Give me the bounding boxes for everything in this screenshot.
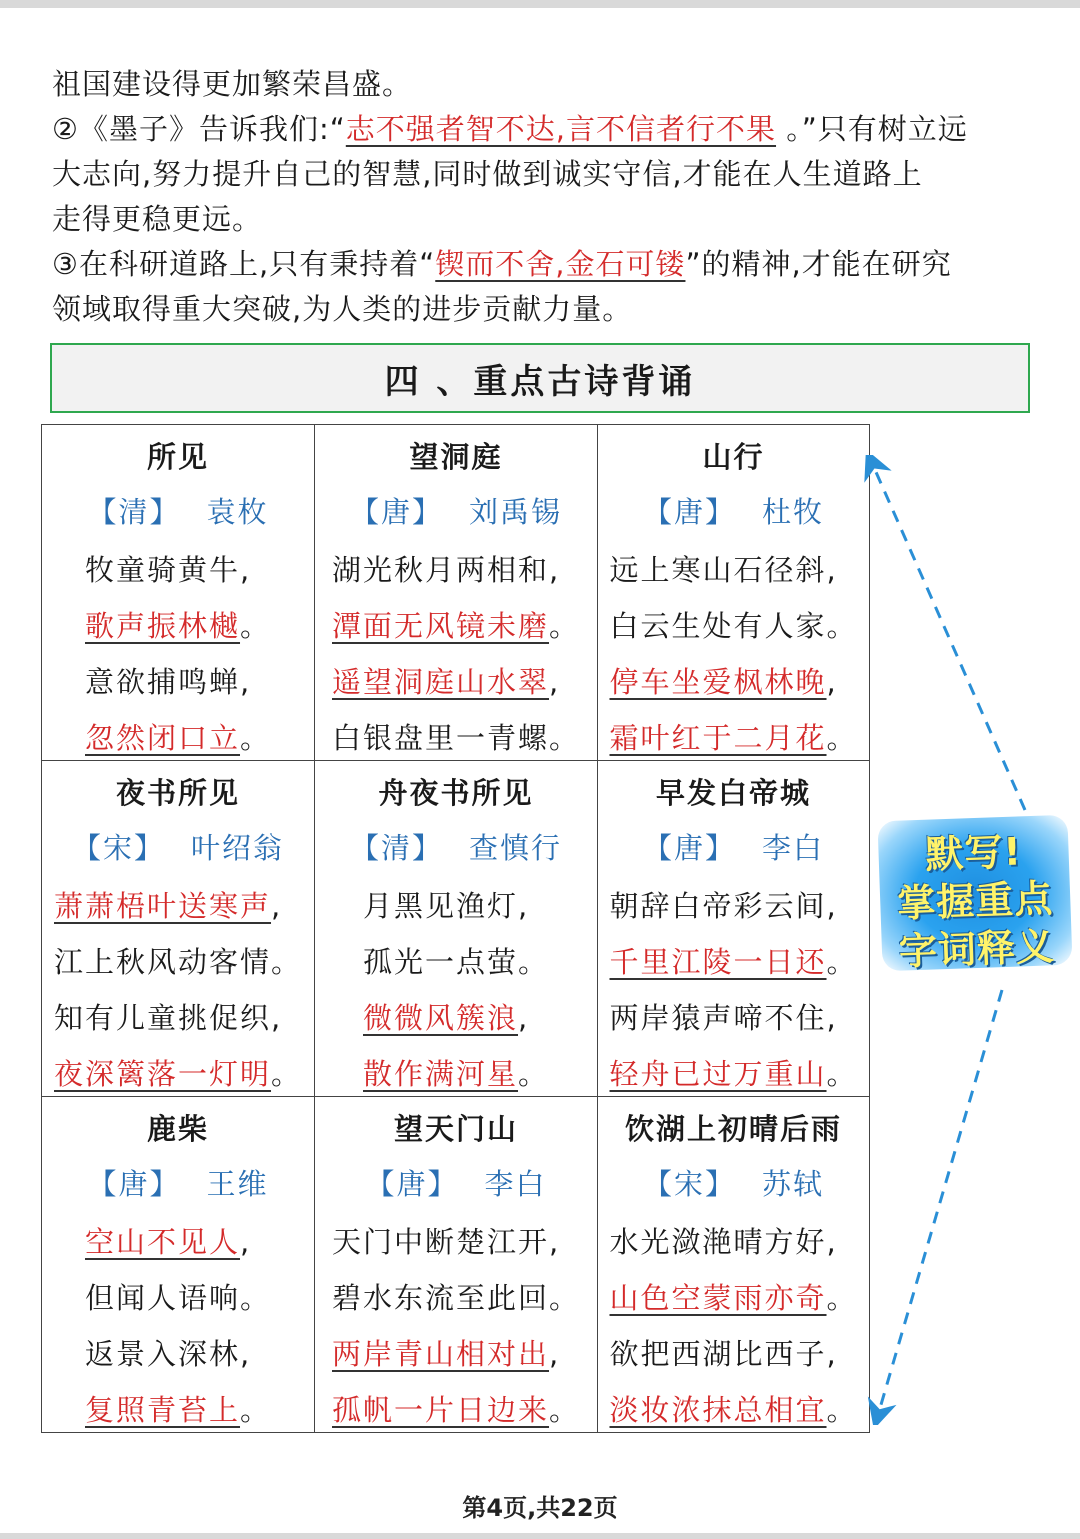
poem-line <box>85 1276 271 1317</box>
poem-line <box>610 1220 858 1261</box>
bottom-edge <box>0 1533 1080 1539</box>
poem-cell <box>598 761 870 1097</box>
poem-author-name: 查慎行 <box>469 831 563 865</box>
answer-text: 锲而不舍,金石可镂 <box>435 247 686 281</box>
poem-punctuation: 。 <box>826 945 858 979</box>
poem-line <box>54 940 302 981</box>
poem-punctuation: 。 <box>240 721 272 755</box>
poem-line-text: 牧童骑黄牛 <box>85 553 241 587</box>
poem-punctuation: 。 <box>240 1281 272 1315</box>
poem-line <box>332 660 580 701</box>
poem-line <box>332 1220 580 1261</box>
poem-author <box>315 1162 597 1203</box>
poem-row <box>42 1097 870 1433</box>
poem-line <box>332 1276 580 1317</box>
paragraph-line <box>52 287 1042 332</box>
poem-line <box>85 1388 271 1429</box>
poem-line-text: 欲把西湖比西子 <box>609 1337 827 1371</box>
poem-punctuation: , <box>271 1001 283 1035</box>
poem-line <box>610 996 858 1037</box>
poem-line <box>85 1220 271 1261</box>
poem-punctuation: , <box>240 1337 252 1371</box>
poem-line <box>332 604 580 645</box>
poem-line-text: 夜深篱落一灯明 <box>54 1057 272 1091</box>
poem-title: 夜书所见 <box>115 776 240 810</box>
poem-author-name: 袁枚 <box>206 495 269 529</box>
poem-line-text: 千里江陵一日还 <box>609 945 827 979</box>
poem-line <box>610 940 858 981</box>
poem-punctuation: , <box>271 889 283 923</box>
poem-line <box>363 940 549 981</box>
poem-author <box>598 826 869 867</box>
poem-line-text: 空山不见人 <box>85 1225 241 1259</box>
poem-line <box>85 1332 271 1373</box>
poem-line-text: 孤光一点萤 <box>363 945 519 979</box>
poem-punctuation: , <box>240 553 252 587</box>
poem-punctuation: 。 <box>240 1393 272 1427</box>
poem-punctuation: , <box>826 889 838 923</box>
poem-punctuation: , <box>518 889 530 923</box>
poem-line-text: 返景入深林 <box>85 1337 241 1371</box>
poem-line <box>610 1388 858 1429</box>
poem-punctuation: , <box>549 665 561 699</box>
poem-line <box>363 1052 549 1093</box>
poem-author-name: 杜牧 <box>762 495 825 529</box>
poem-author <box>42 1162 314 1203</box>
poem-punctuation: , <box>826 553 838 587</box>
poem-line-text: 知有儿童挑促织 <box>54 1001 272 1035</box>
poem-cell <box>42 761 315 1097</box>
poem-author <box>315 826 597 867</box>
poem-cell <box>598 1097 870 1433</box>
poem-punctuation: 。 <box>549 1393 581 1427</box>
poem-line-text: 萧萧梧叶送寒声 <box>54 889 272 923</box>
poem-author <box>598 490 869 531</box>
paragraph-text: 领域取得重大突破,为人类的进步贡献力量。 <box>52 292 633 326</box>
poem-title: 早发白帝城 <box>655 776 811 810</box>
poem-punctuation: , <box>549 553 561 587</box>
poem-punctuation: , <box>240 1225 252 1259</box>
poem-line-text: 轻舟已过万重山 <box>609 1057 827 1091</box>
poem-era: 【唐】 <box>349 495 443 529</box>
poem-line <box>610 1052 858 1093</box>
poem-line <box>610 716 858 757</box>
poem-line-text: 白银盘里一青螺 <box>332 721 550 755</box>
poem-punctuation: 。 <box>826 1281 858 1315</box>
poem-era: 【清】 <box>349 831 443 865</box>
poem-author-name: 苏轼 <box>762 1167 825 1201</box>
poem-line-text: 孤帆一片日边来 <box>332 1393 550 1427</box>
paragraph-text: 大志向,努力提升自己的智慧,同时做到诚实守信,才能在人生道路上 <box>52 157 923 191</box>
poem-author <box>315 490 597 531</box>
poem-line <box>85 548 271 589</box>
poem-line <box>85 660 271 701</box>
poem-punctuation: , <box>826 1337 838 1371</box>
poem-row <box>42 761 870 1097</box>
poem-punctuation: , <box>549 1225 561 1259</box>
poem-line <box>54 996 302 1037</box>
poem-line-text: 霜叶红于二月花 <box>609 721 827 755</box>
section-heading <box>50 343 1030 413</box>
page-number: 第4页,共22页 <box>462 1494 618 1522</box>
poem-line-text: 湖光秋月两相和 <box>332 553 550 587</box>
poem-era: 【唐】 <box>87 1167 181 1201</box>
poem-line <box>332 1388 580 1429</box>
poem-cell <box>315 425 598 761</box>
poem-line-text: 两岸猿声啼不住 <box>609 1001 827 1035</box>
poem-line-text: 但闻人语响 <box>85 1281 241 1315</box>
poem-line <box>610 660 858 701</box>
poem-author-name: 王维 <box>206 1167 269 1201</box>
poem-line-text: 月黑见渔灯 <box>363 889 519 923</box>
poem-line-text: 两岸青山相对出 <box>332 1337 550 1371</box>
poem-line <box>610 1276 858 1317</box>
poem-line <box>85 604 271 645</box>
poem-line <box>54 884 302 925</box>
poem-line-text: 水光潋滟晴方好 <box>609 1225 827 1259</box>
poem-title: 山行 <box>702 440 765 474</box>
poem-line-text: 天门中断楚江开 <box>332 1225 550 1259</box>
poem-cell <box>42 1097 315 1433</box>
poem-title: 望洞庭 <box>409 440 503 474</box>
poem-author <box>42 490 314 531</box>
poem-punctuation: 。 <box>240 609 272 643</box>
poem-line <box>610 884 858 925</box>
poem-line-text: 散作满河星 <box>363 1057 519 1091</box>
poem-line-text: 微微风簇浪 <box>363 1001 519 1035</box>
paragraph-line <box>52 242 1042 287</box>
poem-line <box>363 996 549 1037</box>
poem-punctuation: 。 <box>271 1057 303 1091</box>
poem-title: 饮湖上初晴后雨 <box>624 1112 842 1146</box>
poem-era: 【唐】 <box>642 831 736 865</box>
poem-era: 【清】 <box>87 495 181 529</box>
poem-line-text: 意欲捕鸣蝉 <box>85 665 241 699</box>
poem-line-text: 江上秋风动客情 <box>54 945 272 979</box>
poem-line <box>332 716 580 757</box>
poem-punctuation: 。 <box>826 721 858 755</box>
poem-era: 【唐】 <box>365 1167 459 1201</box>
poem-line <box>610 604 858 645</box>
poem-punctuation: 。 <box>549 609 581 643</box>
poem-punctuation: 。 <box>549 721 581 755</box>
poem-line <box>54 1052 302 1093</box>
poem-line-text: 朝辞白帝彩云间 <box>609 889 827 923</box>
poem-punctuation: 。 <box>826 1393 858 1427</box>
poem-line-text: 远上寒山石径斜 <box>609 553 827 587</box>
poem-line-text: 复照青苔上 <box>85 1393 241 1427</box>
poem-cell <box>42 425 315 761</box>
stamp-text: 掌握重点 <box>896 876 1054 926</box>
poem-punctuation: , <box>240 665 252 699</box>
poem-author-name: 叶绍翁 <box>191 831 285 865</box>
poem-author <box>598 1162 869 1203</box>
poem-title: 望天门山 <box>393 1112 518 1146</box>
poem-author-name: 李白 <box>484 1167 547 1201</box>
paragraph-text: ②《墨子》告诉我们:“ <box>52 112 346 146</box>
stamp-text: 默写! <box>924 829 1023 877</box>
poem-line-text: 碧水东流至此回 <box>332 1281 550 1315</box>
poem-line-text: 忽然闭口立 <box>85 721 241 755</box>
poem-punctuation: , <box>826 1225 838 1259</box>
poem-punctuation: 。 <box>826 609 858 643</box>
poem-line-text: 潭面无风镜未磨 <box>332 609 550 643</box>
poem-row <box>42 425 870 761</box>
paragraph-text: 走得更稳更远。 <box>52 202 263 236</box>
poem-cell <box>315 761 598 1097</box>
poem-punctuation: , <box>826 1001 838 1035</box>
poem-punctuation: 。 <box>518 945 550 979</box>
poem-era: 【宋】 <box>71 831 165 865</box>
poem-author-name: 刘禹锡 <box>469 495 563 529</box>
paragraph-text: ”的精神,才能在研究 <box>685 247 952 281</box>
poem-cell <box>315 1097 598 1433</box>
poem-line <box>610 1332 858 1373</box>
poem-line-text: 歌声振林樾 <box>85 609 241 643</box>
poem-line-text: 遥望洞庭山水翠 <box>332 665 550 699</box>
poem-punctuation: , <box>826 665 838 699</box>
poem-line <box>332 1332 580 1373</box>
section-title: 四 、重点古诗背诵 <box>384 361 696 402</box>
paragraph-text: 。”只有树立远 <box>776 112 968 146</box>
poem-punctuation: , <box>518 1001 530 1035</box>
stamp-text: 字词释义 <box>898 924 1056 974</box>
recite-stamp <box>877 815 1072 972</box>
poem-author <box>42 826 314 867</box>
poem-punctuation: 。 <box>826 1057 858 1091</box>
paragraph-text: ③在科研道路上,只有秉持着“ <box>52 247 436 281</box>
poem-title: 所见 <box>146 440 209 474</box>
poem-title: 鹿柴 <box>146 1112 209 1146</box>
poem-era: 【唐】 <box>642 495 736 529</box>
poem-line <box>85 716 271 757</box>
poem-punctuation: 。 <box>271 945 303 979</box>
poem-line-text: 停车坐爱枫林晚 <box>609 665 827 699</box>
poem-line <box>363 884 549 925</box>
poem-line <box>332 548 580 589</box>
poem-cell <box>598 425 870 761</box>
poem-table <box>41 424 870 1433</box>
poem-line-text: 淡妆浓抹总相宜 <box>609 1393 827 1427</box>
poem-line-text: 白云生处有人家 <box>609 609 827 643</box>
poem-punctuation: 。 <box>549 1281 581 1315</box>
poem-punctuation: 。 <box>518 1057 550 1091</box>
poem-line <box>610 548 858 589</box>
paragraph-line <box>52 152 1042 197</box>
top-edge <box>0 0 1080 8</box>
poem-punctuation: , <box>549 1337 561 1371</box>
paragraph-line <box>52 62 1042 107</box>
poem-author-name: 李白 <box>762 831 825 865</box>
poem-line-text: 山色空蒙雨亦奇 <box>609 1281 827 1315</box>
paragraph-line <box>52 197 1042 242</box>
paragraph-line <box>52 107 1042 152</box>
poem-era: 【宋】 <box>642 1167 736 1201</box>
answer-text: 志不强者智不达,言不信者行不果 <box>345 112 777 146</box>
paragraph-text: 祖国建设得更加繁荣昌盛。 <box>52 67 413 101</box>
poem-title: 舟夜书所见 <box>378 776 534 810</box>
